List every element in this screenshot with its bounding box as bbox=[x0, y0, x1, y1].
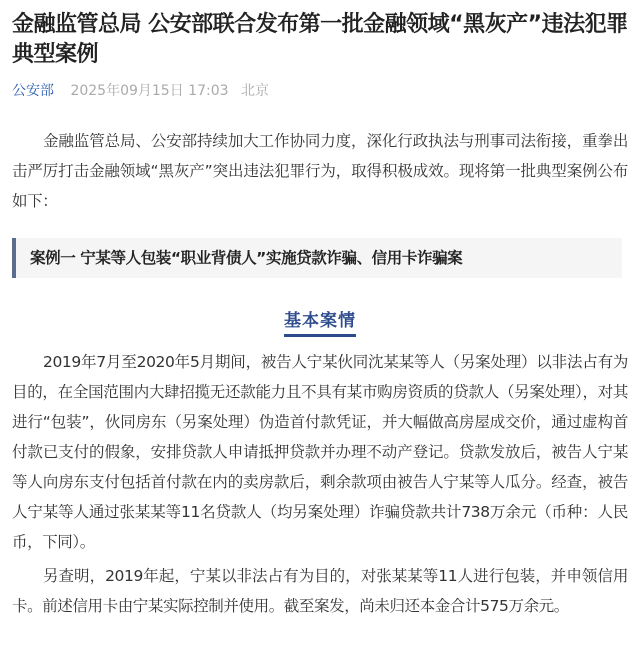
publish-location: 北京 bbox=[240, 83, 269, 99]
case-paragraph-1: 2019年7月至2020年5月期间，被告人宁某伙同沈某某等人（另案处理）以非法占有为目的，在全国范围内大肆招揽无还款能力且不具有某市购房资质的贷款人（另案处理），对其进行“包装”，伙同房东（另案处理）伪造首付款凭证，并大幅做高房屋成交价，通过虚构首付款已支付的假象，安排贷款人申请抵押贷款并办理不动产登记。贷款发放后，被告人宁某等人向房东支付包括首付款在内的卖房款后，剩余款项由被告人宁某等人瓜分。经查，被告人宁某等人通过张某某等11名贷款人（均另案处理）诈骗贷款共计738万余元（币种：人民币，下同）。 bbox=[12, 353, 628, 551]
article-meta bbox=[12, 80, 269, 100]
publish-date: 2025年09月15日 17:03 bbox=[70, 83, 229, 99]
article-title: 金融监管总局 公安部联合发布第一批金融领域“黑灰产”违法犯罪典型案例 bbox=[12, 12, 628, 67]
case-title: 案例一 宁某等人包装“职业背债人”实施贷款诈骗、信用卡诈骗案 bbox=[30, 249, 463, 267]
case-paragraph-2: 另查明，2019年起，宁某以非法占有为目的，对张某某等11人进行包装，并申领信用卡。前述信用卡由宁某实际控制并使用。截至案发，尚未归还本金合计575万余元。 bbox=[12, 567, 628, 615]
section-heading-wrap bbox=[0, 306, 640, 337]
section-heading: 基本案情 bbox=[284, 306, 356, 337]
intro-paragraph: 金融监管总局、公安部持续加大工作协同力度，深化行政执法与刑事司法衔接，重拳出击严厉打击金融领域“黑灰产”突出违法犯罪行为，取得积极成效。现将第一批典型案例公布如下： bbox=[12, 132, 628, 210]
source-link[interactable]: 公安部 bbox=[12, 83, 54, 99]
case-title-box bbox=[12, 238, 622, 278]
